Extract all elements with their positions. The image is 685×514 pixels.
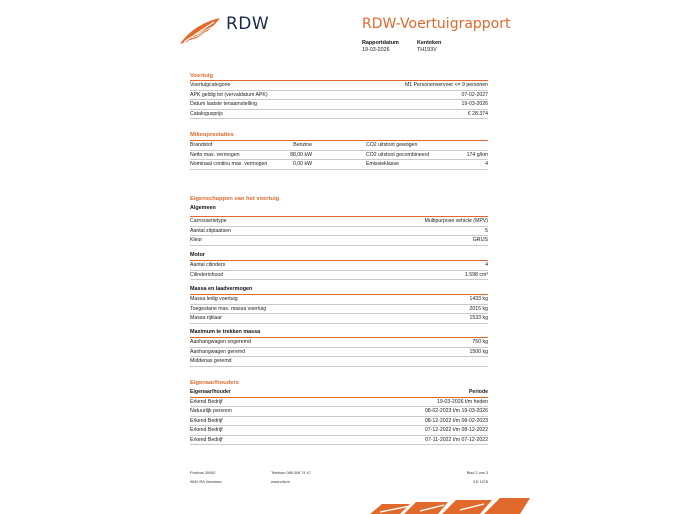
report-date-label: Rapportdatum	[362, 40, 399, 46]
milieu-table	[190, 140, 488, 170]
massa-table	[190, 294, 488, 324]
report-title: RDW-Voertuigrapport	[362, 16, 511, 32]
footer-phone: Telefoon 088 008 74 47	[271, 471, 311, 475]
table-row: Aantal zitplaatsen 5	[190, 227, 488, 237]
rdw-feather-logo-icon	[178, 16, 222, 46]
table-row: Natuurlijk persoon 08-02-2023 t/m 19-03-2026	[190, 407, 488, 417]
table-row: Voertuigcategorie M1 Personenvervoer <= 9 personen	[190, 81, 488, 91]
table-row: Netto max. vermogen 88,00 kW CO2 uitstoot gecombineerd 174 g/km	[190, 151, 488, 161]
table-row: Catalogusprijs € 28.374	[190, 110, 488, 120]
table-row: Brandstof Benzine CO2 uitstoot gewogen	[190, 141, 488, 151]
table-row: Carrosserietype Multipurpose vehicle (MPV)	[190, 217, 488, 227]
table-row: Kleur GRIJS	[190, 236, 488, 246]
table-row: Aantal cilinders 4	[190, 261, 488, 271]
table-row: Erkend Bedrijf 07-11-2022 t/m 07-12-2022	[190, 436, 488, 446]
table-row: Massa ledig voertuig 1433 kg	[190, 295, 488, 305]
table-row: APK geldig tot (vervaldatum APK) 07-02-2027	[190, 91, 488, 101]
section-voertuig-title: Voertuig	[190, 73, 214, 79]
table-row: Massa rijklaar 1533 kg	[190, 314, 488, 324]
eigenaren-table	[190, 388, 488, 445]
footer-page: Blad 2 van 3	[466, 471, 488, 475]
subsection-massa-title: Massa en laadvermogen	[190, 286, 253, 292]
voertuig-table	[190, 80, 488, 119]
table-row: Erkend Bedrijf 19-03-2026 t/m heden	[190, 398, 488, 408]
report-date-value: 19-03-2026	[362, 47, 390, 53]
trekken-table	[190, 337, 488, 367]
table-row: Toegestane max. massa voertuig 2015 kg	[190, 305, 488, 315]
table-row: Middenas geremd	[190, 357, 488, 367]
section-eigenaren-title: Eigenaar/houders	[190, 380, 239, 386]
table-row: Erkend Bedrijf 08-12-2022 t/m 08-02-2023	[190, 417, 488, 427]
footer-web[interactable]: www.rdw.nl	[271, 480, 290, 484]
footer-address-1: Postbus 30000	[190, 471, 216, 475]
algemeen-table	[190, 216, 488, 246]
plate-label: Kenteken	[417, 40, 442, 46]
table-row: Aanhangwagen ongeremd 750 kg	[190, 338, 488, 348]
table-row: Erkend Bedrijf 07-12-2022 t/m 08-12-2022	[190, 426, 488, 436]
table-row: Aanhangwagen geremd 1500 kg	[190, 348, 488, 358]
table-header-row: Eigenaar/houder Periode	[190, 388, 488, 398]
section-eigenschappen-title: Eigenschappen van het voertuig	[190, 196, 280, 202]
table-row: Datum laatste tenaamstelling 19-03-2026	[190, 100, 488, 110]
table-row: Nominaal continu max. vermogen 0,00 kW Emissieklasse 4	[190, 160, 488, 170]
footer-version: 3 E 1978	[472, 480, 488, 484]
table-row: Cilinderinhoud 1.598 cm³	[190, 271, 488, 281]
brand-name: RDW	[226, 14, 270, 34]
section-milieu-title: Milieuprestaties	[190, 132, 234, 138]
rdw-stripes-icon	[370, 498, 530, 514]
plate-value: TH193V	[417, 47, 437, 53]
subsection-motor-title: Motor	[190, 252, 205, 258]
motor-table	[190, 260, 488, 280]
subsection-algemeen-title: Algemeen	[190, 205, 216, 211]
subsection-trekken-title: Maximum te trekken massa	[190, 329, 261, 335]
footer-address-2: 9640 RA Veendam	[190, 480, 222, 484]
